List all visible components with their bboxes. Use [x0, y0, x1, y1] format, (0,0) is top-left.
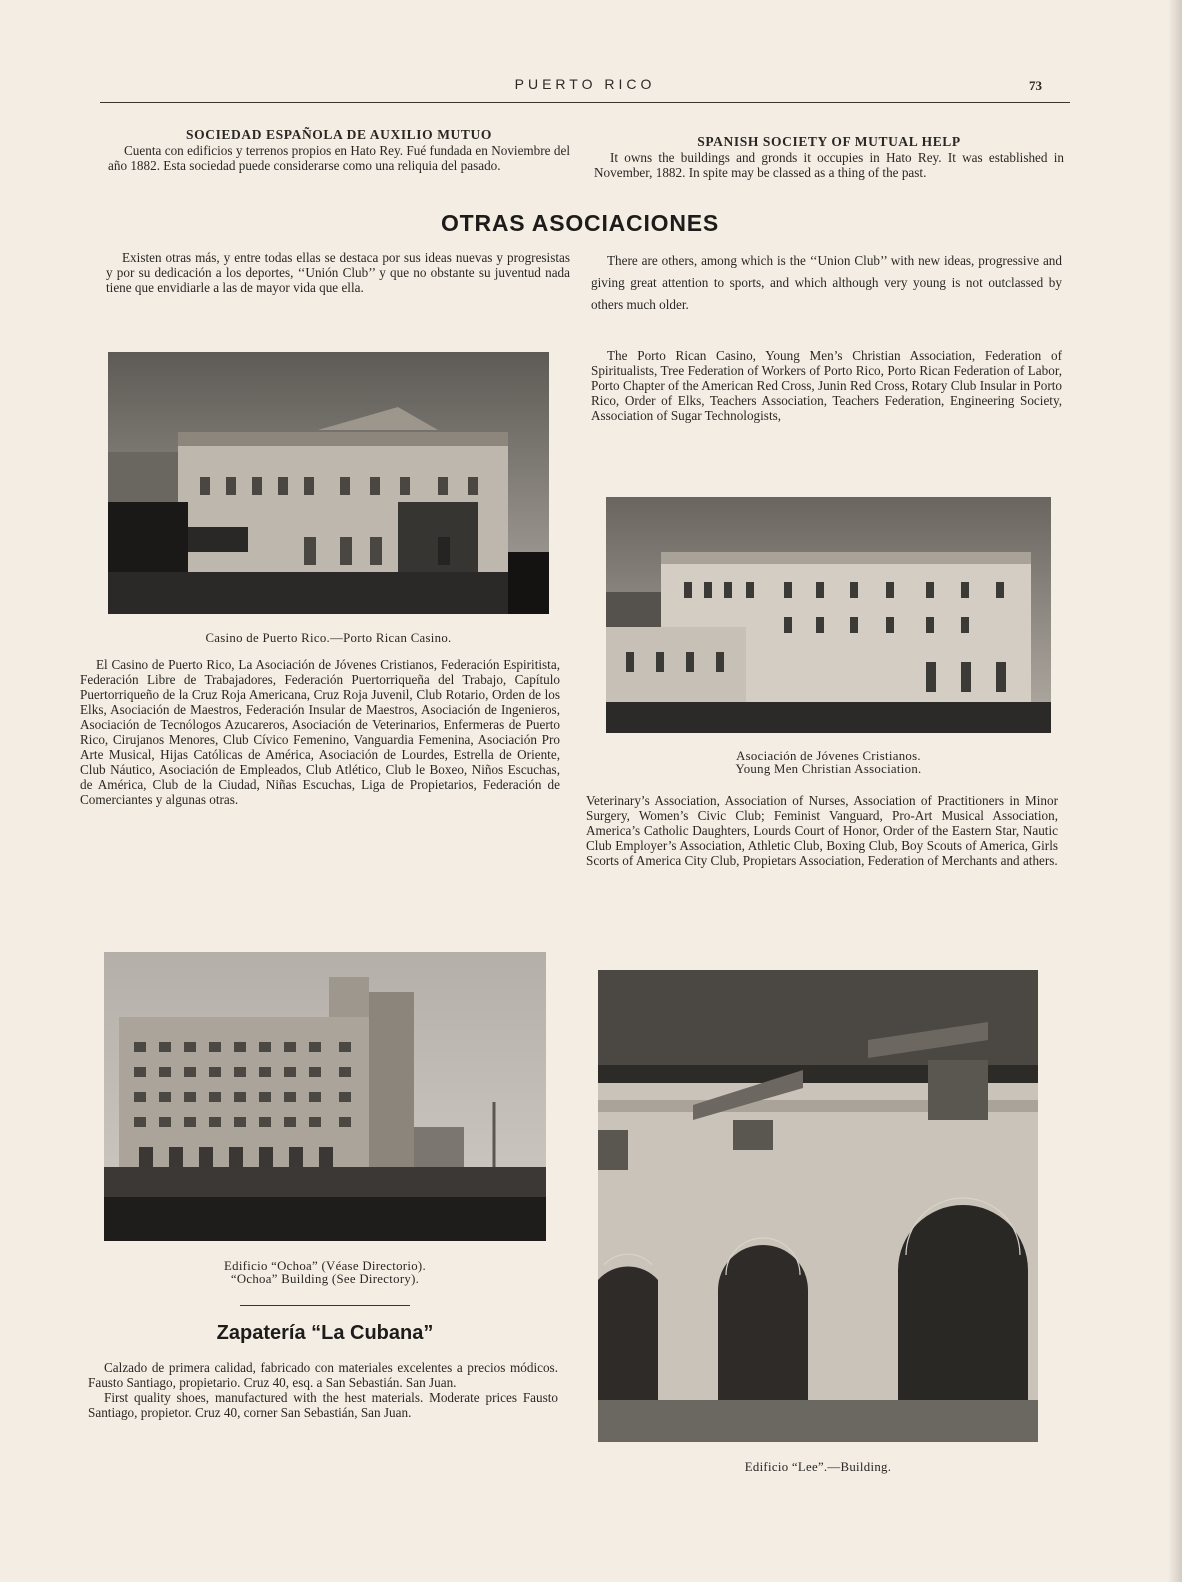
- intro-es-block: [106, 250, 570, 295]
- casino-caption: Casino de Puerto Rico.—Porto Rican Casino.: [205, 631, 452, 645]
- ochoa-photo-art: [104, 952, 546, 1241]
- ad-heading: Zapatería “La Cubana”: [216, 1322, 434, 1344]
- list-en-part1-block: [591, 348, 1062, 423]
- ymca-photo: [606, 497, 1051, 733]
- sociedad-heading-es: SOCIEDAD ESPAÑOLA DE AUXILIO MUTUO: [186, 127, 492, 142]
- casino-photo-art: [108, 352, 549, 614]
- ymca-photo-art: [606, 497, 1051, 733]
- casino-photo: [108, 352, 549, 614]
- ochoa-caption-en: “Ochoa” Building (See Directory).: [230, 1272, 420, 1286]
- intro-en-text: There are others, among which is the ‘‘Union Club’’ with new ideas, progressive and giving great attention to sports, and which although very young is not outclassed by others much older.: [591, 253, 1062, 312]
- ymca-caption-es: Asociación de Jóvenes Cristianos.: [736, 749, 921, 763]
- sociedad-text-en: It owns the buildings and gronds it occupies in Hato Rey. It was established in November, 1882. In spite may be classed as a thing of the past.: [594, 150, 1064, 180]
- page-number: 73: [1029, 78, 1042, 93]
- lee-photo: [598, 970, 1038, 1442]
- ad-text-en: First quality shoes, manufactured with the hest materials. Moderate prices Fausto Santiago, propietor. Cruz 40, corner San Sebastián, San Juan.: [88, 1390, 558, 1420]
- ymca-caption-en: Young Men Christian Association.: [735, 762, 922, 776]
- lee-photo-art: [598, 970, 1038, 1442]
- list-es-text: El Casino de Puerto Rico, La Asociación de Jóvenes Cristianos, Federación Espiritista, Federación Libre de Trabajadores, Federación Puertorriqueña del Trabajo, Capítulo Puertorriqueño de la Cruz Roja Americana, Cruz Roja Juvenil, Club Rotario, Orden de los Elks, Asociación de Maestros, Federación Insular de Maestros, Asociación de Ingenieros, Asociación de Tecnólogos Azucareros, Asociación de Veterinarios, Enfermeras de Puerto Rico, Cirujanos Menores, Club Cívico Femenino, Vanguardia Femenina, Asociación Pro Arte Musical, Hijas Católicas de América, Asociación de Lourdes, Estrella de Oriente, Club Náutico, Asociación de Empleados, Club Atlético, Club le Boxeo, Niños Escuchas, de América, Club de la Ciudad, Niñas Escuchas, Liga de Propietarios, Federación de Comerciantes y algunas otras.: [80, 657, 560, 807]
- list-en-part1-text: The Porto Rican Casino, Young Men’s Christian Association, Federation of Spiritualists, Tree Federation of Workers of Porto Rico, Porto Rican Federation of Labor, Porto Chapter of the American Red Cross, Junin Red Cross, Rotary Club Insular in Porto Rico, Order of Elks, Teachers Association, Teachers Federation, Engineering Society, Association of Sugar Technologists,: [591, 348, 1062, 423]
- separator-rule: [240, 1305, 410, 1306]
- page-edge-shadow: [1168, 0, 1182, 1582]
- list-es-block: [80, 657, 560, 807]
- running-head: [100, 68, 1070, 103]
- ad-block: [88, 1360, 558, 1420]
- ochoa-photo: [104, 952, 546, 1241]
- sociedad-en-block: [594, 133, 1064, 180]
- sociedad-es-block: [108, 126, 570, 173]
- ochoa-caption-es: Edificio “Ochoa” (Véase Directorio).: [224, 1259, 426, 1273]
- intro-es-text: Existen otras más, y entre todas ellas se destaca por sus ideas nuevas y progresistas y por su dedicación a los deportes, ‘‘Unión Club’’ y que no obstante su juventud nada tiene que envidiarle a las de mayor vida que ella.: [106, 250, 570, 295]
- list-en-part2-block: [586, 793, 1058, 868]
- intro-en-block: [591, 250, 1062, 316]
- section-heading: OTRAS ASOCIACIONES: [440, 210, 720, 236]
- running-title: PUERTO RICO: [514, 76, 656, 92]
- lee-caption: Edificio “Lee”.—Building.: [744, 1460, 892, 1474]
- sociedad-heading-en: SPANISH SOCIETY OF MUTUAL HELP: [697, 134, 961, 149]
- list-en-part2-text: Veterinary’s Association, Association of Nurses, Association of Practitioners in Minor Surgery, Women’s Civic Club; Feminist Vanguard, Pro-Art Musical Association, America’s Catholic Daughters, Lourds Court of Honor, Order of the Eastern Star, Nautic Club Employer’s Association, Athletic Club, Boxing Club, Boy Scouts of America, Girls Scorts of America City Club, Propietars Association, Federation of Merchants and athers.: [586, 793, 1058, 868]
- ad-text-es: Calzado de primera calidad, fabricado con materiales excelentes a precios módicos. Fausto Santiago, propietario. Cruz 40, esq. a San Sebastián. San Juan.: [88, 1360, 558, 1390]
- sociedad-text-es: Cuenta con edificios y terrenos propios en Hato Rey. Fué fundada en Noviembre del año 1882. Esta sociedad puede considerarse como una reliquia del pasado.: [108, 143, 570, 173]
